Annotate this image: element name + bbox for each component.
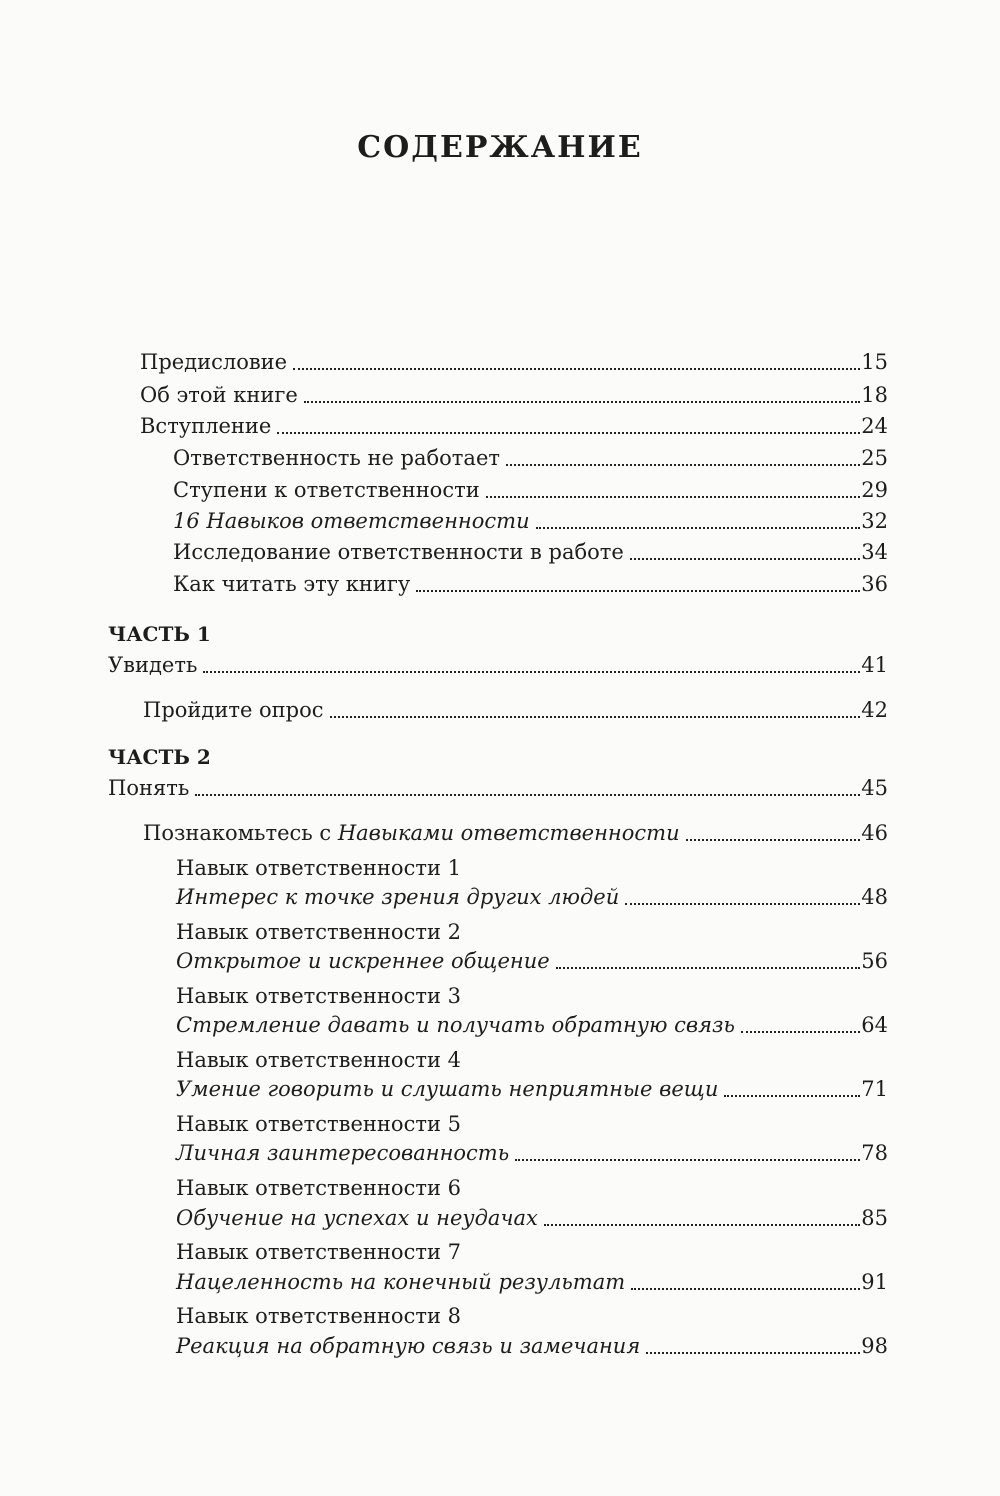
page-title: СОДЕРЖАНИЕ — [357, 130, 643, 165]
leader-dots — [646, 1352, 860, 1354]
toc-entry[interactable] — [0, 348, 1000, 382]
leader-dots — [506, 464, 860, 466]
part-heading: ЧАСТЬ 2 — [108, 745, 211, 769]
leader-dots — [741, 1031, 860, 1033]
toc-entry-page: 71 — [861, 1077, 888, 1101]
toc-entry-title: Ступени к ответственности — [173, 478, 480, 502]
skill-title: Интерес к точке зрения других людей — [176, 885, 620, 909]
leader-dots — [631, 1288, 860, 1290]
toc-entry-title: Ответственность не работает — [173, 446, 500, 470]
skill-title: Личная заинтересованность — [176, 1141, 510, 1165]
skill-entry[interactable] — [0, 1075, 1000, 1109]
toc-entry-page: 56 — [861, 949, 888, 973]
skill-label: Навык ответственности 6 — [176, 1176, 461, 1200]
part-1-heading-row — [0, 620, 1000, 654]
toc-entry-page: 29 — [861, 478, 888, 502]
toc-entry-page: 64 — [861, 1013, 888, 1037]
toc-subentry[interactable] — [0, 538, 1000, 572]
toc-entry[interactable] — [0, 774, 1000, 808]
leader-dots — [203, 671, 860, 673]
skill-label: Навык ответственности 2 — [176, 920, 461, 944]
toc-subentry[interactable] — [0, 476, 1000, 510]
toc-entry-page: 85 — [861, 1206, 888, 1230]
toc-subentry[interactable] — [0, 507, 1000, 541]
toc-entry-page: 34 — [861, 540, 888, 564]
toc-entry-page: 32 — [861, 509, 888, 533]
leader-dots — [686, 839, 860, 841]
toc-entry-title: 16 Навыков ответственности — [173, 509, 530, 533]
leader-dots — [724, 1095, 860, 1097]
skill-title: Открытое и искреннее общение — [176, 949, 550, 973]
skill-label: Навык ответственности 1 — [176, 856, 461, 880]
leader-dots — [195, 794, 860, 796]
part-2-heading-row — [0, 743, 1000, 777]
toc-entry-page: 42 — [861, 698, 888, 722]
toc-entry-title: Понять — [108, 776, 190, 800]
toc-entry-page: 98 — [861, 1334, 888, 1358]
toc-entry-page: 36 — [861, 572, 888, 596]
skill-title: Стремление давать и получать обратную связь — [176, 1013, 735, 1037]
toc-entry-page: 48 — [861, 885, 888, 909]
toc-entry-title-plain: Познакомьтесь с — [143, 821, 338, 845]
leader-dots — [630, 558, 860, 560]
skill-label: Навык ответственности 4 — [176, 1048, 461, 1072]
toc-subentry[interactable] — [0, 444, 1000, 478]
toc-entry-title: Предисловие — [140, 350, 288, 374]
skill-title: Реакция на обратную связь и замечания — [176, 1334, 641, 1358]
skill-entry[interactable] — [0, 1139, 1000, 1173]
skill-entry[interactable] — [0, 1011, 1000, 1045]
toc-entry-page: 18 — [861, 383, 888, 407]
skill-label: Навык ответственности 5 — [176, 1112, 461, 1136]
toc-entry-page: 46 — [861, 821, 888, 845]
leader-dots — [330, 716, 860, 718]
toc-entry-title: Увидеть — [108, 653, 198, 677]
leader-dots — [556, 967, 860, 969]
leader-dots — [277, 432, 860, 434]
toc-subentry[interactable] — [0, 696, 1000, 730]
skill-label: Навык ответственности 7 — [176, 1240, 461, 1264]
skill-entry[interactable] — [0, 883, 1000, 917]
leader-dots — [515, 1159, 860, 1161]
skill-title: Нацеленность на конечный результат — [176, 1270, 626, 1294]
skill-entry[interactable] — [0, 1332, 1000, 1366]
toc-entry-page: 15 — [861, 350, 888, 374]
leader-dots — [416, 590, 860, 592]
skill-title: Умение говорить и слушать неприятные вещи — [176, 1077, 719, 1101]
toc-entry[interactable] — [0, 651, 1000, 685]
toc-entry-title: Об этой книге — [140, 383, 298, 407]
toc-entry[interactable] — [0, 381, 1000, 415]
skill-entry[interactable] — [0, 1268, 1000, 1302]
toc-subentry[interactable] — [0, 570, 1000, 604]
leader-dots — [293, 368, 860, 370]
toc-subentry[interactable] — [0, 819, 1000, 853]
toc-entry-page: 24 — [861, 414, 888, 438]
skill-title: Обучение на успехах и неудачах — [176, 1206, 538, 1230]
skill-entry[interactable] — [0, 947, 1000, 981]
toc-entry-title — [143, 819, 686, 847]
leader-dots — [486, 496, 860, 498]
toc-entry-page: 41 — [861, 653, 888, 677]
toc-entry-page: 91 — [861, 1270, 888, 1294]
leader-dots — [536, 527, 860, 529]
toc-entry-page: 78 — [861, 1141, 888, 1165]
leader-dots — [625, 903, 860, 905]
part-heading: ЧАСТЬ 1 — [108, 622, 211, 646]
skill-entry[interactable] — [0, 1204, 1000, 1238]
toc-entry-title: Исследование ответственности в работе — [173, 540, 624, 564]
toc-entry-title-italic: Навыками ответственности — [337, 821, 680, 845]
toc-entry-page: 25 — [861, 446, 888, 470]
toc-entry-title: Вступление — [140, 414, 272, 438]
leader-dots — [544, 1224, 860, 1226]
toc-entry-title: Пройдите опрос — [143, 698, 324, 722]
skill-label: Навык ответственности 3 — [176, 984, 461, 1008]
skill-label: Навык ответственности 8 — [176, 1304, 461, 1328]
toc-entry[interactable] — [0, 412, 1000, 446]
leader-dots — [304, 401, 860, 403]
toc-entry-page: 45 — [861, 776, 888, 800]
toc-entry-title: Как читать эту книгу — [173, 572, 411, 596]
